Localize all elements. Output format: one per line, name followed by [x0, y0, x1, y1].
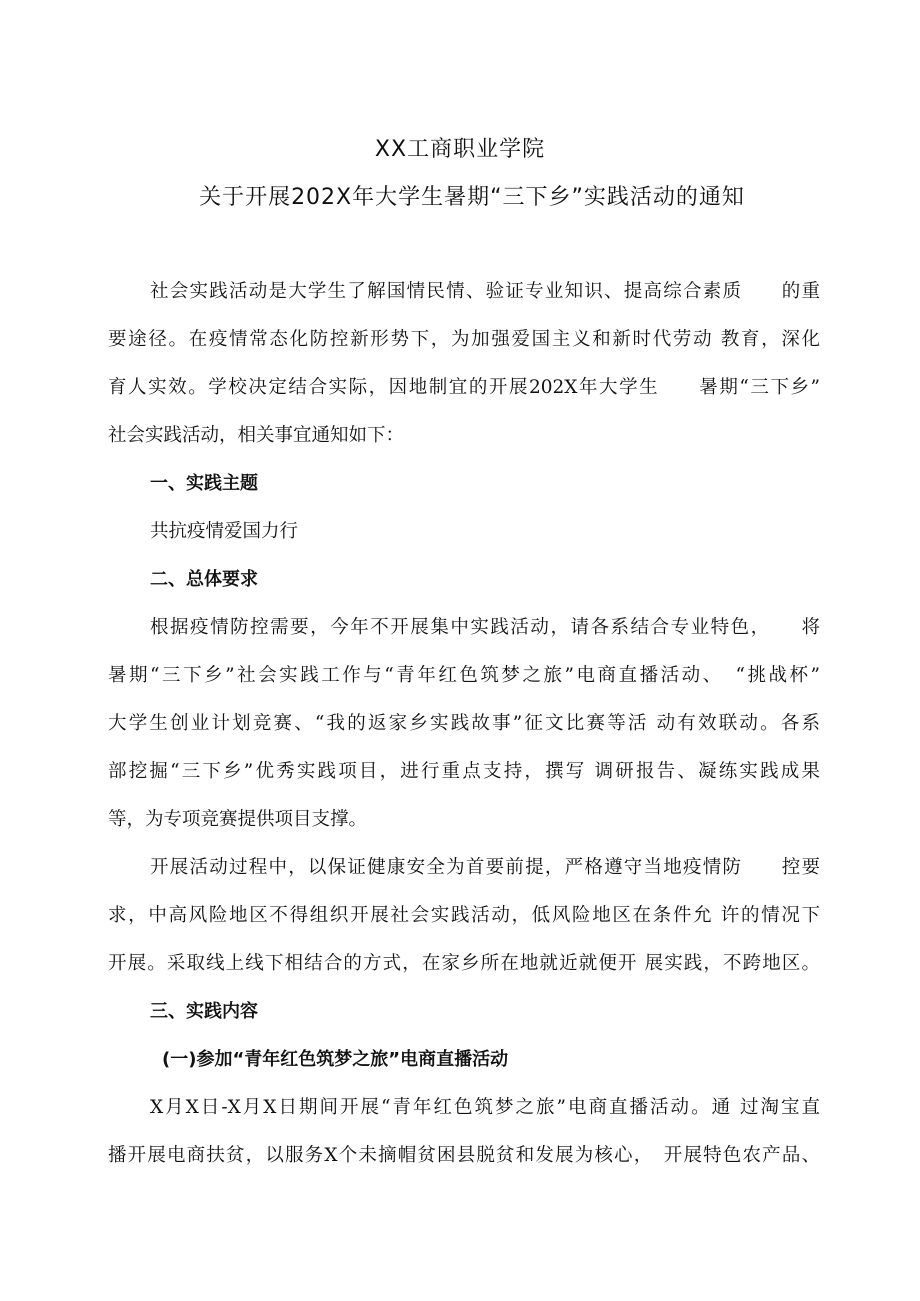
requirements-line: 部挖掘“三下乡”优秀实践项目，进行重点支持，撰写 调研报告、凝练实践成果: [108, 761, 820, 782]
livestream-line: 播开展电商扶贫，以服务X个未摘帽贫困县脱贫和发展为核心， 开展特色农产品、: [108, 1145, 820, 1166]
safety-line: 开展活动过程中，以保证健康安全为首要前提，严格遵守当地疫情防 控要: [150, 857, 820, 878]
intro-line: 社会实践活动，相关事宜通知如下：: [108, 425, 405, 446]
livestream-line: X月X日-X月X日期间开展“青年红色筑梦之旅”电商直播活动。通 过淘宝直: [150, 1097, 820, 1118]
section-heading-content: 三、实践内容: [150, 1001, 258, 1022]
requirements-line: 等，为专项竞赛提供项目支撑。: [108, 809, 368, 830]
intro-line: 育人实效。学校决定结合实际，因地制宜的开展202X年大学生 暑期“三下乡”: [108, 377, 820, 398]
intro-line: 要途径。在疫情常态化防控新形势下，为加强爱国主义和新时代劳动 教育，深化: [108, 329, 820, 350]
safety-line: 求，中高风险地区不得组织开展社会实践活动，低风险地区在条件允 许的情况下: [108, 905, 820, 926]
intro-line: 社会实践活动是大学生了解国情民情、验证专业知识、提高综合素质 的重: [150, 281, 820, 302]
document-title-notice: 关于开展202X年大学生暑期“三下乡”实践活动的通知: [199, 185, 745, 210]
requirements-line: 暑期“三下乡”社会实践工作与“青年红色筑梦之旅”电商直播活动、 “挑战杯”: [108, 665, 820, 686]
section-heading-requirements: 二、总体要求: [150, 569, 258, 590]
requirements-line: 大学生创业计划竞赛、“我的返家乡实践故事”征文比赛等活 动有效联动。各系: [108, 713, 820, 734]
requirements-line: 根据疫情防控需要，今年不开展集中实践活动，请各系结合专业特色， 将: [150, 617, 820, 638]
document-title-school: XX工商职业学院: [374, 137, 546, 162]
section-theme-text: 共抗疫情爱国力行: [150, 521, 299, 542]
subsection-heading-livestream: (一)参加“青年红色筑梦之旅”电商直播活动: [162, 1049, 509, 1070]
safety-line: 开展。采取线上线下相结合的方式，在家乡所在地就近就便开 展实践，不跨地区。: [108, 953, 820, 974]
section-heading-theme: 一、实践主题: [150, 473, 258, 494]
